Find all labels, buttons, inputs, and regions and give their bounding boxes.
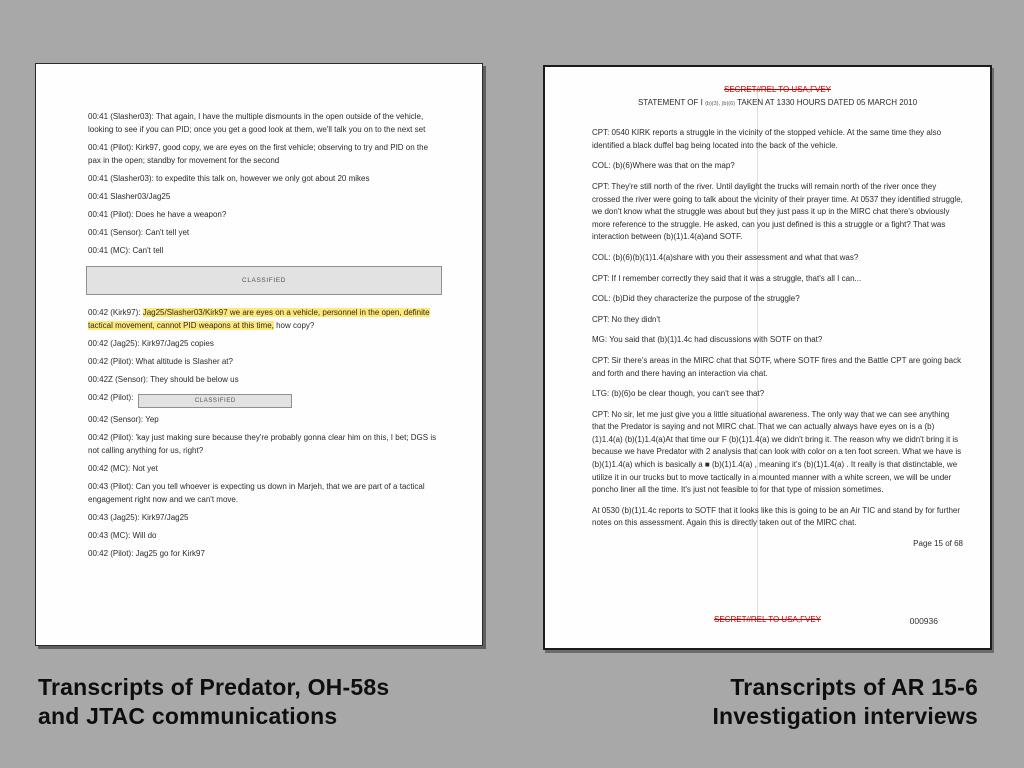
transcript-entry: 00:41 Slasher03/Jag25 bbox=[88, 192, 171, 201]
transcript-entry: 00:42 (Sensor): Yep bbox=[88, 415, 159, 424]
transcript-entry: 00:42 (Jag25): Kirk97/Jag25 copies bbox=[88, 339, 214, 348]
transcript-entry: 00:42Z (Sensor): They should be below us bbox=[88, 375, 239, 384]
right-caption-line1: Transcripts of AR 15-6 bbox=[730, 674, 978, 700]
transcript-entry-highlighted bbox=[88, 306, 442, 332]
statement-title bbox=[592, 97, 963, 111]
transcript-entry: 00:42 (Pilot): Jag25 go for Kirk97 bbox=[88, 549, 205, 558]
entry-prefix: 00:42 (Kirk97): bbox=[88, 308, 143, 317]
right-document-page bbox=[543, 65, 992, 650]
bates-number: 000936 bbox=[909, 616, 938, 626]
transcript-entry: 00:42 (Pilot): What altitude is Slasher at? bbox=[88, 357, 233, 366]
redaction-code: (b)(3), (b)(6) bbox=[705, 100, 736, 107]
transcript-entry: 00:41 (Slasher03): That again, I have the multiple dismounts in the open outside of the vehicle, looking to see if you can PID; once you get a good look at them, we'll talk you on to the next set bbox=[88, 112, 426, 134]
interview-paragraph: CPT: No they didn't bbox=[592, 314, 661, 324]
interview-paragraph: COL: (b)Did they characterize the purpose of the struggle? bbox=[592, 294, 800, 304]
transcript-entry: 00:41 (MC): Can't tell bbox=[88, 246, 164, 255]
transcript-entry: 00:42 (MC): Not yet bbox=[88, 464, 158, 473]
interview-content bbox=[592, 84, 963, 551]
left-caption-line1: Transcripts of Predator, OH-58s bbox=[38, 674, 390, 700]
transcript-content bbox=[88, 110, 442, 565]
interview-paragraph: COL: (b)(6)(b)(1)1.4(a)share with you their assessment and what that was? bbox=[592, 252, 859, 262]
right-caption-line2: Investigation interviews bbox=[712, 703, 978, 729]
interview-paragraph: At 0530 (b)(1)1.4c reports to SOTF that it looks like this is going to be an Air TIC and stand by for further notes on this assessment. Again this is directly taken out of the MIRC chat. bbox=[592, 505, 961, 528]
statement-prefix: STATEMENT OF I bbox=[637, 97, 703, 107]
document-header bbox=[592, 84, 963, 110]
interview-paragraph: MG: You said that (b)(1)1.4c had discussions with SOTF on that? bbox=[592, 335, 823, 345]
interview-paragraph: CPT: No sir, let me just give you a little situational awareness. The only way that we can see anything that the Predator is saying and not MIRC chat. That we can actually always have eyes on is a (b)(1)1.4(a) (b)(1)1.4(a)At that time our F (b)(1)1.4(a) we didn't bring it. The reason why we didn't bring it is because we have Predator with 2 analysis that can look with color on a ten foot screen. What we have is (b)(1)1.4(a) which is basically a ■ (b)(1)1.4(a) , meaning it's (b)(1)1.4(a) . It really is that distinctable, we utilize it in our trucks but to move tactically in a mounted manner with a white screen, we will be under poncho liner all the time. It's just not feasible to for that type of mission sometimes. bbox=[592, 409, 962, 495]
transcript-entry: 00:41 (Pilot): Kirk97, good copy, we are eyes on the first vehicle; observing to try and PID on the pax in the open; standby for movement for the second bbox=[88, 143, 429, 165]
classification-banner: SECRET//REL TO USA,FVEY bbox=[724, 85, 831, 94]
interview-paragraph: CPT: Sir there's areas in the MIRC chat that SOTF, where SOTF fires and the Battle CPT are going back and forth and there having an interaction via chat. bbox=[592, 355, 962, 378]
transcript-entry-with-redaction bbox=[88, 391, 442, 408]
transcript-entry: 00:41 (Slasher03): to expedite this talk on, however we only got about 20 mikes bbox=[88, 174, 370, 183]
right-caption bbox=[712, 673, 978, 731]
entry-prefix: 00:42 (Pilot): bbox=[88, 393, 134, 402]
footer-classification-banner: SECRET//REL TO USA,FVEY bbox=[714, 615, 821, 624]
highlighted-text: Jag25/Slasher03/Kirk97 we are eyes on a vehicle, personnel in the open, definite tactical movement, cannot PID weapons at this time, bbox=[88, 308, 430, 330]
classified-redaction-box: CLASSIFIED bbox=[86, 266, 442, 295]
classified-redaction-box-small: CLASSIFIED bbox=[138, 394, 292, 408]
transcript-entry: 00:43 (Pilot): Can you tell whoever is expecting us down in Marjeh, that we are part of a tactical engagement right now and we can't move. bbox=[88, 482, 425, 504]
transcript-entry: 00:43 (Jag25): Kirk97/Jag25 bbox=[88, 513, 189, 522]
interview-paragraph: LTG: (b)(6)o be clear though, you can't see that? bbox=[592, 389, 765, 399]
page-number: Page 15 of 68 bbox=[913, 539, 963, 549]
transcript-entry: 00:41 (Sensor): Can't tell yet bbox=[88, 228, 190, 237]
left-caption bbox=[38, 673, 389, 731]
transcript-entry: 00:43 (MC): Will do bbox=[88, 531, 157, 540]
interview-paragraph: CPT: If I remember correctly they said that it was a struggle, that's all I can... bbox=[592, 273, 862, 283]
transcript-entry: 00:41 (Pilot): Does he have a weapon? bbox=[88, 210, 227, 219]
entry-suffix: how copy? bbox=[273, 321, 315, 330]
statement-suffix: TAKEN AT 1330 HOURS DATED 05 MARCH 2010 bbox=[737, 97, 918, 107]
left-document-page bbox=[35, 63, 483, 646]
transcript-entry: 00:42 (Pilot): 'kay just making sure because they're probably gonna clear him on this, I bet; DGS is not calling anything for us, right? bbox=[88, 433, 437, 455]
left-caption-line2: and JTAC communications bbox=[38, 703, 338, 729]
interview-paragraph: COL: (b)(6)Where was that on the map? bbox=[592, 161, 735, 171]
interview-paragraph: CPT: They're still north of the river. Until daylight the trucks will remain north of the river once they crossed the river were going to talk about the vicinity of their prayer time. At 0537 they identified struggle, we don't know what the struggle was about but they just pass it up in the MIRC chat there's obviously more reference to the struggle. He asked, can you just defined is this a struggle or a fight? That was interaction between (b)(1)1.4(a)and SOTF. bbox=[592, 181, 963, 242]
interview-paragraph: CPT: 0540 KIRK reports a struggle in the vicinity of the stopped vehicle. At the same time they also identified a black duffel bag being located into the back of the vehicle. bbox=[592, 128, 942, 150]
